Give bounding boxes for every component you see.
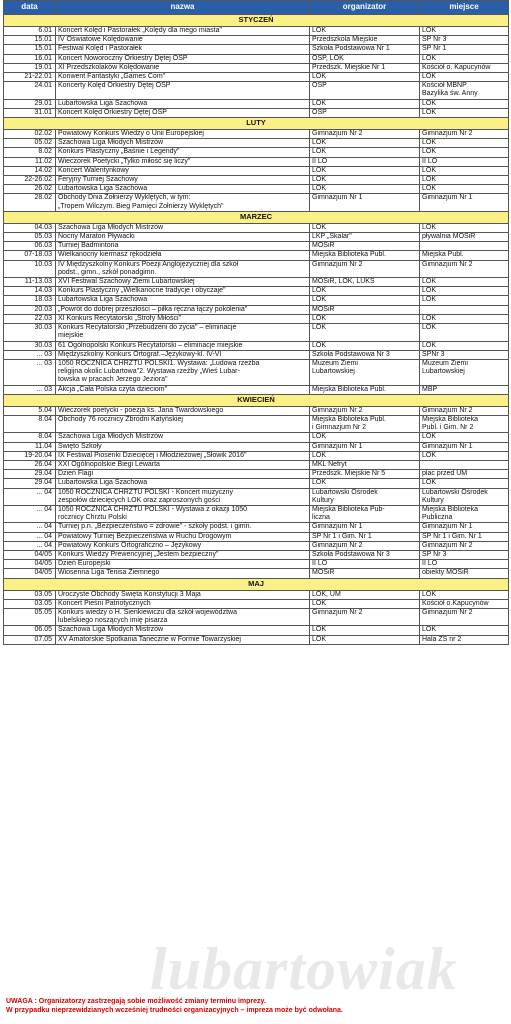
table-row <box>4 385 509 394</box>
event-date: 29.04 <box>4 470 56 479</box>
event-place <box>420 242 509 251</box>
event-place: Gimnazjum Nr 2 <box>420 260 509 277</box>
table-row <box>4 505 509 522</box>
event-name: Koncert Kolęd i Pastorałek „Kolędy dla mego miasta" <box>56 27 310 36</box>
event-place: SP Nr 3 <box>420 550 509 559</box>
table-row <box>4 166 509 175</box>
event-place: Gimnazjum Nr 2 <box>420 608 509 625</box>
table-row <box>4 359 509 385</box>
event-date: ... 03 <box>4 359 56 385</box>
table-row <box>4 54 509 63</box>
event-organizer: LKP „Skalar" <box>310 233 420 242</box>
event-organizer: LOK <box>310 139 420 148</box>
event-organizer: Gimnazjum Nr 2 <box>310 541 420 550</box>
event-date: ... 03 <box>4 385 56 394</box>
event-place: Gimnazjum Nr 2 <box>420 406 509 415</box>
event-name: Koncert Kolęd Orkiestry Dętej OSP <box>56 108 310 117</box>
month-title: MAJ <box>4 578 509 590</box>
event-place: plac przed UM <box>420 470 509 479</box>
event-date: ... 04 <box>4 532 56 541</box>
event-date: 26.02 <box>4 185 56 194</box>
event-organizer: LOK <box>310 324 420 341</box>
table-row <box>4 541 509 550</box>
event-organizer: LOK, UM <box>310 590 420 599</box>
event-name: IX Festiwal Piosenki Dziecięcej i Młodzieżowej „Słowik 2016" <box>56 451 310 460</box>
event-organizer: Miejska Biblioteka Publ. <box>310 385 420 394</box>
event-date: 04.03 <box>4 223 56 232</box>
table-row <box>4 108 509 117</box>
table-row <box>4 185 509 194</box>
events-table <box>3 0 509 645</box>
event-place: LOK <box>420 185 509 194</box>
event-name: Uroczyste Obchody Święta Konstytucji 3 Maja <box>56 590 310 599</box>
event-name: Lubartowska Liga Szachowa <box>56 296 310 305</box>
month-section-header <box>4 578 509 590</box>
event-date: 04/05 <box>4 569 56 578</box>
event-name: Koncerty Kolęd Orkiestry Dętej OSP <box>56 82 310 99</box>
event-place: Miejska Publ. <box>420 251 509 260</box>
event-organizer: LOK <box>310 287 420 296</box>
event-name: Koncert Noworoczny Orkiestry Dętej OSP <box>56 54 310 63</box>
event-date: 22.03 <box>4 314 56 323</box>
event-place: Kościół MBNP Bazylika św. Anny <box>420 82 509 99</box>
event-place: SP Nr 1 i Gim. Nr 1 <box>420 532 509 541</box>
event-name: Wiosenna Liga Tenisa Ziemnego <box>56 569 310 578</box>
event-organizer: SP Nr 1 i Gim. Nr 1 <box>310 532 420 541</box>
event-place: LOK <box>420 296 509 305</box>
event-place: LOK <box>420 479 509 488</box>
event-organizer: LOK <box>310 341 420 350</box>
month-title: LUTY <box>4 118 509 130</box>
event-place: II LO <box>420 560 509 569</box>
event-name: Koncert Pieśni Patriotycznych <box>56 599 310 608</box>
event-date: 11.04 <box>4 442 56 451</box>
event-name: Święto Szkoły <box>56 442 310 451</box>
event-date: 30.03 <box>4 324 56 341</box>
table-row <box>4 324 509 341</box>
event-name: Lubartowska Liga Szachowa <box>56 185 310 194</box>
event-name: Powiatowy Konkurs Wiedzy o Unii Europejskiej <box>56 130 310 139</box>
event-place: LOK <box>420 314 509 323</box>
event-date: 05.03 <box>4 233 56 242</box>
event-date: 6.01 <box>4 27 56 36</box>
month-section-header <box>4 394 509 406</box>
event-date: 19.01 <box>4 63 56 72</box>
event-name: Turniej Badmintona <box>56 242 310 251</box>
header-organizer: organizator <box>310 1 420 15</box>
table-row <box>4 194 509 211</box>
event-name: 1050 ROCZNICA CHRZTU POLSKI1. Wystawa: „Ludowa rzeźba religijna okolic Lubartowa"2. Wystawa rzeźby „Wieś Lubar- towska w pracach Jerzego Jeziora" <box>56 359 310 385</box>
event-name: XI Konkurs Recytatorski „Strofy Miłości" <box>56 314 310 323</box>
event-name: Akcja „Cała Polska czyta dzieciom" <box>56 385 310 394</box>
table-row <box>4 287 509 296</box>
table-row <box>4 99 509 108</box>
event-name: Szachowa Liga Młodych Mistrzów <box>56 139 310 148</box>
month-title: STYCZEŃ <box>4 15 509 27</box>
month-section-header <box>4 118 509 130</box>
event-date: 31.01 <box>4 108 56 117</box>
event-organizer: Gimnazjum Nr 1 <box>310 194 420 211</box>
event-organizer: II LO <box>310 157 420 166</box>
event-name: XV Amatorskie Spotkania Taneczne w Formie Towarzyskiej <box>56 635 310 644</box>
table-row <box>4 242 509 251</box>
event-organizer: Gimnazjum Nr 2 <box>310 406 420 415</box>
event-organizer: LOK <box>310 451 420 460</box>
table-row <box>4 251 509 260</box>
event-organizer: LOK <box>310 166 420 175</box>
event-place: LOK <box>420 99 509 108</box>
event-date: ... 04 <box>4 505 56 522</box>
event-place: Miejska Biblioteka Publ. i Gim. Nr 2 <box>420 415 509 432</box>
event-place: SP Nr 3 <box>420 36 509 45</box>
event-organizer: LOK <box>310 635 420 644</box>
event-date: 8.04 <box>4 433 56 442</box>
event-name: Lubartowska Liga Szachowa <box>56 479 310 488</box>
table-row <box>4 532 509 541</box>
event-organizer: LOK <box>310 99 420 108</box>
event-date: ... 04 <box>4 523 56 532</box>
table-row <box>4 442 509 451</box>
table-row <box>4 350 509 359</box>
event-name: Lubartowska Liga Szachowa <box>56 99 310 108</box>
table-row <box>4 305 509 314</box>
event-name: 1050 ROCZNICA CHRZTU POLSKI - Koncert muzyczny zespołów dziecięcych LOK oraz zaproszonych gości <box>56 488 310 505</box>
table-row <box>4 45 509 54</box>
event-date: 11-13.03 <box>4 278 56 287</box>
event-organizer: MOSiR <box>310 305 420 314</box>
event-name: Międzyszkolny Konkurs Ortograf.–Językowy-kl. IV-VI <box>56 350 310 359</box>
event-place <box>420 305 509 314</box>
table-row <box>4 523 509 532</box>
note-line-1: UWAGA : Organizatorzy zastrzegają sobie możliwość zmiany terminu imprezy. <box>6 998 266 1005</box>
event-organizer: LOK <box>310 185 420 194</box>
event-organizer: Szkoła Podstawowa Nr 3 <box>310 550 420 559</box>
event-name: Festiwal Kolęd i Pastorałek <box>56 45 310 54</box>
event-place: SP Nr 1 <box>420 45 509 54</box>
event-organizer: Przedszk. Miejskie Nr 1 <box>310 63 420 72</box>
table-row <box>4 550 509 559</box>
event-date: 15.01 <box>4 36 56 45</box>
event-name: Szachowa Liga Młodych Mistrzów <box>56 626 310 635</box>
event-name: 61 Ogólnopolski Konkurs Recytatorski – eliminacje miejskie <box>56 341 310 350</box>
event-name: Koncert Walentynkowy <box>56 166 310 175</box>
event-date: 8.02 <box>4 148 56 157</box>
event-organizer: LOK <box>310 479 420 488</box>
event-name: XXI Ogólnopolskie Biegi Lewarta <box>56 460 310 469</box>
event-place: Gimnazjum Nr 1 <box>420 194 509 211</box>
event-place: LOK <box>420 626 509 635</box>
event-date: 21-22.01 <box>4 73 56 82</box>
event-organizer: LOK <box>310 314 420 323</box>
month-title: MARZEC <box>4 211 509 223</box>
table-row <box>4 233 509 242</box>
event-place: LOK <box>420 324 509 341</box>
event-organizer: OSP <box>310 82 420 99</box>
event-name: Powiatowy Turniej Bezpieczeństwa w Ruchu Drogowym <box>56 532 310 541</box>
month-section-header <box>4 211 509 223</box>
event-place: LOK <box>420 287 509 296</box>
event-organizer: LOK <box>310 176 420 185</box>
table-row <box>4 488 509 505</box>
table-row <box>4 341 509 350</box>
event-organizer: LOK <box>310 27 420 36</box>
table-row <box>4 451 509 460</box>
event-name: XI Przedszkolaków Kolędowanie <box>56 63 310 72</box>
event-organizer: MOSiR <box>310 569 420 578</box>
event-name: Feryjny Turniej Szachowy <box>56 176 310 185</box>
event-date: 29.04 <box>4 479 56 488</box>
event-place: MBP <box>420 385 509 394</box>
event-place: LOK <box>420 139 509 148</box>
event-place: LOK <box>420 341 509 350</box>
header-place: miejsce <box>420 1 509 15</box>
event-date: 26.04 <box>4 460 56 469</box>
table-row <box>4 139 509 148</box>
table-row <box>4 27 509 36</box>
event-date: 18.03 <box>4 296 56 305</box>
table-row <box>4 560 509 569</box>
event-date: 03.05 <box>4 590 56 599</box>
event-date: 30.03 <box>4 341 56 350</box>
table-row <box>4 278 509 287</box>
table-row <box>4 73 509 82</box>
event-name: Obchody Dnia Żołnierzy Wyklętych, w tym: „Tropem Wilczym. Bieg Pamięci Żołnierzy Wyklętych" <box>56 194 310 211</box>
event-name: Dzień Europejski <box>56 560 310 569</box>
event-organizer: LOK <box>310 296 420 305</box>
event-date: 19-20.04 <box>4 451 56 460</box>
event-organizer: LOK <box>310 223 420 232</box>
event-place: Lubartowski Ośrodek Kultury <box>420 488 509 505</box>
event-organizer: OSP <box>310 108 420 117</box>
event-date: 15.01 <box>4 45 56 54</box>
event-place: LOK <box>420 73 509 82</box>
event-place: LOK <box>420 176 509 185</box>
table-row <box>4 296 509 305</box>
event-place: LOK <box>420 451 509 460</box>
table-row <box>4 260 509 277</box>
event-name: Dzień Flagi <box>56 470 310 479</box>
event-name: Konkurs Plastyczny „Baśnie i Legendy" <box>56 148 310 157</box>
event-name: Konkurs Plastyczny „Wielkanocne tradycje i obyczaje" <box>56 287 310 296</box>
event-date: 05.02 <box>4 139 56 148</box>
event-organizer: LOK <box>310 148 420 157</box>
table-row <box>4 608 509 625</box>
table-row <box>4 148 509 157</box>
table-row <box>4 82 509 99</box>
event-date: 5.04 <box>4 406 56 415</box>
event-organizer: Gimnazjum Nr 2 <box>310 130 420 139</box>
event-place: pływalnia MOSiR <box>420 233 509 242</box>
table-row <box>4 470 509 479</box>
event-place: LOK <box>420 27 509 36</box>
table-row <box>4 157 509 166</box>
event-organizer: Gimnazjum Nr 2 <box>310 608 420 625</box>
event-place: Gimnazjum Nr 1 <box>420 442 509 451</box>
event-organizer: Przedszkola Miejskie <box>310 36 420 45</box>
event-organizer: Gimnazjum Nr 2 <box>310 260 420 277</box>
event-name: „Powrót do dobrej przeszłości – piłka ręczna łączy pokolenia" <box>56 305 310 314</box>
event-date: 11.02 <box>4 157 56 166</box>
event-name: Szachowa Liga Młodych Mistrzów <box>56 433 310 442</box>
header-date: data <box>4 1 56 15</box>
event-place: LOK <box>420 278 509 287</box>
event-organizer: Miejska Biblioteka Pub- liczna <box>310 505 420 522</box>
event-place: Gimnazjum Nr 1 <box>420 523 509 532</box>
event-date: 10.03 <box>4 260 56 277</box>
event-name: Wielkanocny kiermasz rękodzieła <box>56 251 310 260</box>
event-date: ... 04 <box>4 488 56 505</box>
event-date: ... 03 <box>4 350 56 359</box>
event-date: 06.03 <box>4 242 56 251</box>
table-row <box>4 599 509 608</box>
event-date: 16.01 <box>4 54 56 63</box>
event-organizer: LOK <box>310 626 420 635</box>
event-organizer: Szkoła Podstawowa Nr 3 <box>310 350 420 359</box>
event-name: Konkurs wiedzy o H. Sienkiewiczu dla szkół województwa lubelskiego noszących imię pisarza <box>56 608 310 625</box>
event-organizer: Przedszk. Miejskie Nr 5 <box>310 470 420 479</box>
event-name: Turniej p.n. „Bezpieczeństwo = zdrowie" - szkoły podst. i gimn. <box>56 523 310 532</box>
event-date: 07.05 <box>4 635 56 644</box>
event-place: SPNr 3 <box>420 350 509 359</box>
table-row <box>4 63 509 72</box>
table-row <box>4 460 509 469</box>
month-section-header <box>4 15 509 27</box>
event-date: 07-18.03 <box>4 251 56 260</box>
event-organizer: Gimnazjum Nr 1 <box>310 442 420 451</box>
event-organizer: II LO <box>310 560 420 569</box>
event-name: Wieczorek Poetycki „Tylko miłość się liczy" <box>56 157 310 166</box>
event-date: 8.04 <box>4 415 56 432</box>
event-name: Konkurs Recytatorski „Przebudzeni do życia" – eliminacje miejskie <box>56 324 310 341</box>
event-date: 06.05 <box>4 626 56 635</box>
table-row <box>4 626 509 635</box>
event-place: Gimnazjum Nr 2 <box>420 541 509 550</box>
event-date: 14.03 <box>4 287 56 296</box>
event-date: 22-26.02 <box>4 176 56 185</box>
event-organizer: OSP, LOK <box>310 54 420 63</box>
event-date: 04/05 <box>4 560 56 569</box>
table-row <box>4 569 509 578</box>
event-organizer: LOK <box>310 433 420 442</box>
event-place: LOK <box>420 433 509 442</box>
event-date: 29.01 <box>4 99 56 108</box>
table-row <box>4 406 509 415</box>
event-organizer: MKL Nefryt <box>310 460 420 469</box>
event-organizer: Szkoła Podstawowa Nr 1 <box>310 45 420 54</box>
table-row <box>4 314 509 323</box>
event-date: 20.03 <box>4 305 56 314</box>
event-date: 14.02 <box>4 166 56 175</box>
table-row <box>4 130 509 139</box>
event-organizer: Lubartowski Ośrodek Kultury <box>310 488 420 505</box>
event-name: Obchody 76 rocznicy Zbrodni Katyńskiej <box>56 415 310 432</box>
event-name: Nocny Maraton Pływacki <box>56 233 310 242</box>
event-place: Gimnazjum Nr 2 <box>420 130 509 139</box>
event-place: Kościół o. Kapucynów <box>420 63 509 72</box>
header-row <box>4 1 509 15</box>
table-row <box>4 36 509 45</box>
event-date: 03.05 <box>4 599 56 608</box>
event-place: LOK <box>420 148 509 157</box>
event-organizer: MOSiR <box>310 242 420 251</box>
event-name: Powiatowy Konkurs Ortograficzno – Językowy <box>56 541 310 550</box>
event-place: LOK <box>420 108 509 117</box>
event-date: 28.02 <box>4 194 56 211</box>
event-organizer: Miejska Biblioteka Publ. <box>310 251 420 260</box>
table-row <box>4 176 509 185</box>
event-date: 04/05 <box>4 550 56 559</box>
event-name: IV Międzyszkolny Konkurs Poezji Anglojęzycznej dla szkół podst., gimn., szkół ponadgimn. <box>56 260 310 277</box>
event-date: 24.01 <box>4 82 56 99</box>
footer-note <box>6 998 506 1015</box>
event-name: Konwent Fantastyki „Games Com" <box>56 73 310 82</box>
event-organizer: Gimnazjum Nr 1 <box>310 523 420 532</box>
table-row <box>4 479 509 488</box>
event-place <box>420 460 509 469</box>
event-place: II LO <box>420 157 509 166</box>
table-row <box>4 223 509 232</box>
header-name: nazwa <box>56 1 310 15</box>
event-date: ... 04 <box>4 541 56 550</box>
table-row <box>4 433 509 442</box>
event-organizer: LOK <box>310 73 420 82</box>
event-organizer: Miejska Biblioteka Publ. i Gimnazjum Nr 2 <box>310 415 420 432</box>
event-organizer: LOK <box>310 599 420 608</box>
event-name: IV Oświatowe Kolędowanie <box>56 36 310 45</box>
event-place: LOK <box>420 54 509 63</box>
table-body <box>4 15 509 645</box>
event-name: XVI Festiwal Szachowy Ziemi Lubartowskiej <box>56 278 310 287</box>
event-name: Konkurs Wiedzy Prewencyjnej „Jestem bezpieczny" <box>56 550 310 559</box>
table-row <box>4 635 509 644</box>
event-place: LOK <box>420 590 509 599</box>
event-place: Miejska Biblioteka Publiczna <box>420 505 509 522</box>
event-organizer: Muzeum Ziemi Lubartowskiej <box>310 359 420 385</box>
event-place: obiekty MOSiR <box>420 569 509 578</box>
event-name: 1050 ROCZNICA CHRZTU POLSKI - Wystawa z okazji 1050 rocznicy Chrztu Polski <box>56 505 310 522</box>
event-date: 02.02 <box>4 130 56 139</box>
event-place: LOK <box>420 223 509 232</box>
event-place: LOK <box>420 166 509 175</box>
event-place: Muzeum Ziemi Lubartowskiej <box>420 359 509 385</box>
table-row <box>4 590 509 599</box>
month-title: KWIECIEŃ <box>4 394 509 406</box>
event-organizer: MOSiR, LOK, LUKS <box>310 278 420 287</box>
event-place: Kościół o.Kapucynów <box>420 599 509 608</box>
event-name: Szachowa Liga Młodych Mistrzów <box>56 223 310 232</box>
note-line-2: W przypadku nieprzewidzianych wcześniej trudności organizacyjnych – impreza może być odwołana. <box>6 1006 343 1014</box>
event-date: 05.05 <box>4 608 56 625</box>
event-name: Wieczorek poetycki - poezja ks. Jana Twardowskiego <box>56 406 310 415</box>
event-place: Hala ZS nr 2 <box>420 635 509 644</box>
watermark: lubartowiak <box>150 936 458 1002</box>
table-row <box>4 415 509 432</box>
